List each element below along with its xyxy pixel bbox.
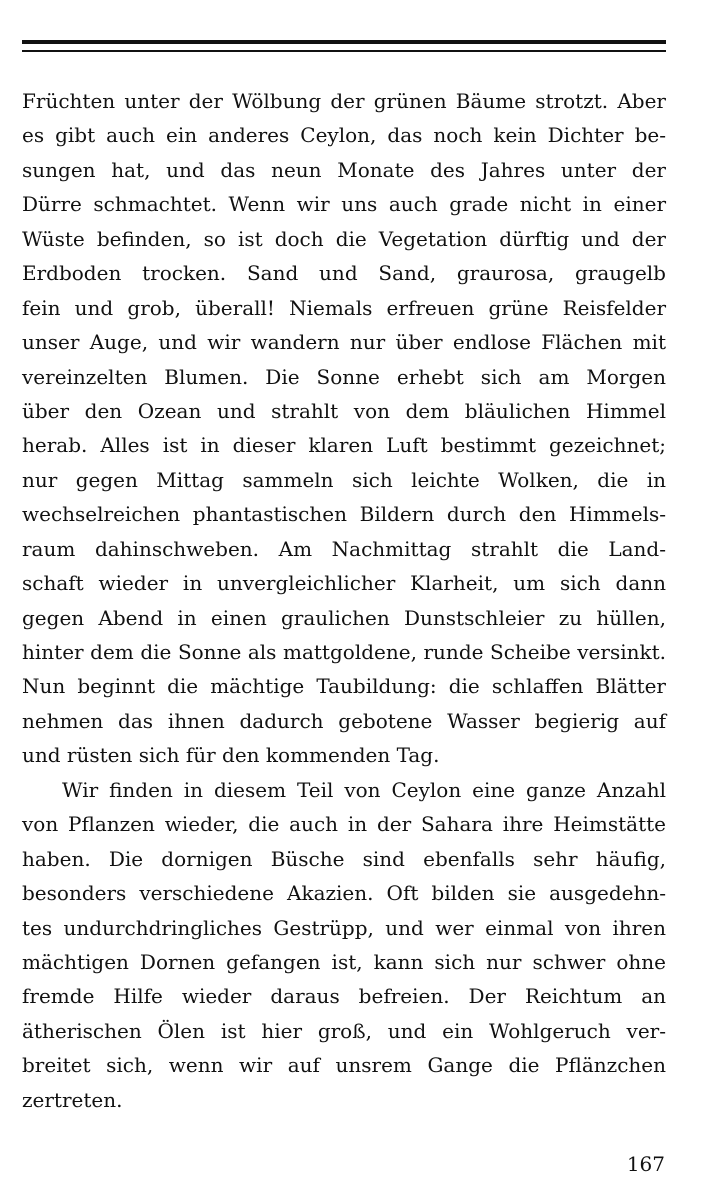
header-rule-thin: [22, 50, 666, 52]
text-line: mächtigen Dornen gefangen ist, kann sich nur schwer ohne: [22, 949, 666, 974]
text-line: breitet sich, wenn wir auf unsrem Gange die Pflänzchen: [22, 1053, 666, 1078]
text-line: über den Ozean und strahlt von dem bläulichen Himmel: [22, 398, 666, 423]
text-line: und rüsten sich für den kommenden Tag.: [22, 743, 440, 768]
page-number: 167: [626, 1152, 665, 1176]
text-line: sungen hat, und das neun Monate des Jahres unter der: [22, 157, 666, 182]
text-line: besonders verschiedene Akazien. Oft bilden sie ausgedehn-: [22, 881, 666, 906]
header-rule-thick: [22, 40, 666, 44]
text-line: es gibt auch ein anderes Ceylon, das noch kein Dichter be-: [22, 123, 666, 148]
text-line: wechselreichen phantastischen Bildern durch den Himmels-: [22, 502, 666, 527]
text-line: fremde Hilfe wieder daraus befreien. Der Reichtum an: [22, 984, 666, 1009]
text-line: Dürre schmachtet. Wenn wir uns auch grade nicht in einer: [22, 192, 666, 217]
text-line: Nun beginnt die mächtige Taubildung: die schlaffen Blätter: [22, 674, 666, 699]
text-line: Erdboden trocken. Sand und Sand, graurosa, graugelb: [22, 261, 666, 286]
text-line: Früchten unter der Wölbung der grünen Bäume strotzt. Aber: [22, 89, 666, 113]
text-line: ätherischen Ölen ist hier groß, und ein Wohlgeruch ver-: [22, 1018, 666, 1043]
text-line: raum dahinschweben. Am Nachmittag strahlt die Land-: [22, 536, 666, 561]
text-line: fein und grob, überall! Niemals erfreuen grüne Reisfelder: [22, 295, 666, 320]
page-body: [22, 84, 666, 1117]
text-line: unser Auge, und wir wandern nur über endlose Flächen mit: [22, 330, 666, 355]
text-line: Wir finden in diesem Teil von Ceylon eine ganze Anzahl: [62, 777, 666, 802]
text-line: nur gegen Mittag sammeln sich leichte Wolken, die in: [22, 467, 666, 492]
text-line: nehmen das ihnen dadurch gebotene Wasser begierig auf: [22, 708, 666, 733]
text-line: vereinzelten Blumen. Die Sonne erhebt sich am Morgen: [22, 364, 666, 389]
text-line: haben. Die dornigen Büsche sind ebenfalls sehr häufig,: [22, 846, 666, 871]
text-line: gegen Abend in einen graulichen Dunstschleier zu hüllen,: [22, 605, 666, 630]
text-line: schaft wieder in unvergleichlicher Klarheit, um sich dann: [22, 571, 666, 596]
text-line: von Pflanzen wieder, die auch in der Sahara ihre Heimstätte: [22, 812, 666, 837]
text-line: herab. Alles ist in dieser klaren Luft bestimmt gezeichnet;: [22, 433, 666, 458]
text-line: hinter dem die Sonne als mattgoldene, runde Scheibe versinkt.: [22, 640, 666, 664]
text-line: zertreten.: [22, 1087, 123, 1112]
text-line: tes undurchdringliches Gestrüpp, und wer einmal von ihren: [22, 915, 666, 940]
text-line: Wüste befinden, so ist doch die Vegetation dürftig und der: [22, 226, 666, 251]
